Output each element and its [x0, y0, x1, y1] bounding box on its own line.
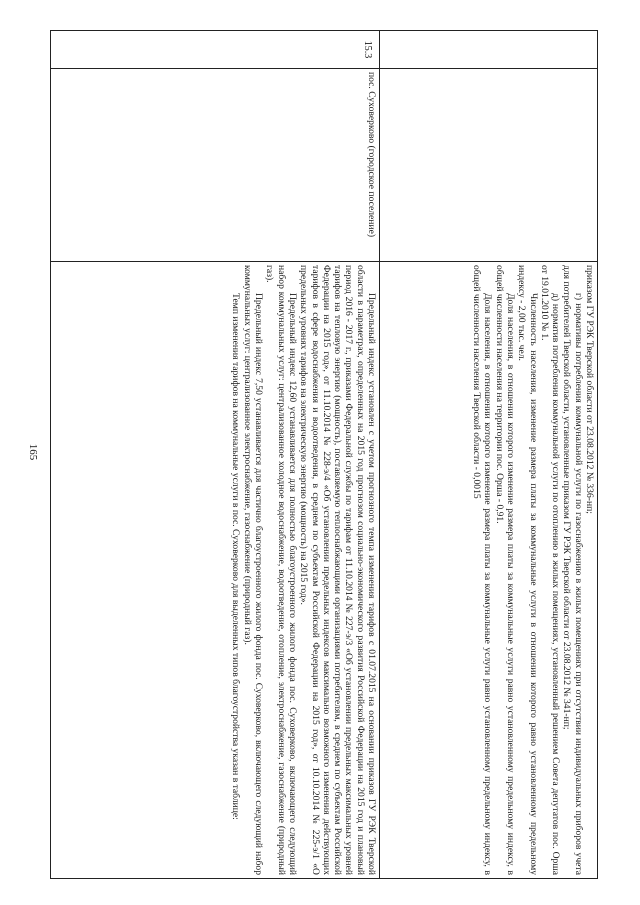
paragraph: Предельный индекс 7,50 устанавливается для частично благоустроенного жилого фонда пос. Суховерково, включающего следующий набор коммунальных услуг: централизованное электроснабжение, газоснабжение (природный газ).: [241, 265, 265, 875]
tariff-index-table: [50, 30, 598, 879]
paragraph: Доля населения, в отношении которого изменение размера платы за коммунальные услуги равно установленному предельному индексу, в общей численности населения Тверской области - 0,0015: [471, 265, 494, 875]
row-number-cell: [380, 31, 598, 69]
paragraph: Темп изменения тарифов на коммунальные услуги в пос. Суховерково для выделенных типов благоустройства указан в таблице:: [230, 293, 242, 820]
row-number: 15.3: [51, 31, 380, 69]
settlement-cell: [380, 69, 598, 262]
paragraph: д) норматив потребления коммунальной услуги по отоплению в жилых помещениях, установленный решением Совета депутатов пос. Орша от 19.01.2010 № 1.: [538, 265, 562, 875]
paragraph: приказом ГУ РЭК Тверской области от 23.08.2012 № 336-нп;: [584, 265, 595, 514]
paragraph: Предельный индекс 12,60 устанавливается для полностью благоустроенного жилого фонда пос. Суховерково, включающего следующий набор коммунальных услуг: централизованное холодное водоснабжение, водоотведение, отопление, электроснабжение, газоснабжение (природный газ).: [264, 265, 298, 875]
page-number: 165: [27, 443, 39, 461]
paragraph: Доля населения, в отношении которого изменение размера платы за коммунальные услуги равно установленному предельному индексу, в общей численности населения на территории пос. Орша - 0,91.: [493, 265, 516, 875]
description-cell: [51, 262, 380, 879]
paragraph: г) нормативы потребления коммунальной услуги по газоснабжению в жилых помещениях при отсутствии индивидуальных приборов учета для потребителей Тверской области, установленные приказом ГУ РЭК Тверской области от 23.08.2012 № 341-нп;: [561, 265, 584, 875]
table-row: [380, 31, 598, 879]
paragraph: Предельный индекс установлен с учетом прогнозного темпа изменения тарифов с 01.07.2015 на основании приказов ГУ РЭК Тверской области в параметрах, определенных на 2015 год прогнозом социально-экономического развития Российской Федерации на 2015 год и плановый период 2016 - 2017 г., приказами Федеральной службы по тарифам от 11.10.2014 № 227-э/3 «Об установлении предельных максимальных уровней тарифов на тепловую энергию (мощность), поставляемую теплоснабжающими организациями потребителям, в среднем по субъектам Российской Федерации на 2015 год», от 11.10.2014 № 228-э/4 «Об установлении предельных индексов максимально возможного изменения действующих тарифов в сфере водоснабжения и водоотведения, в среднем по субъектам Российской Федерации на 2015 год», от 10.10.2014 № 225-э/1 «О предельных уровнях тарифов на электрическую энергию (мощность) на 2015 год».: [298, 265, 377, 875]
table-row: [51, 31, 380, 879]
description-cell: [380, 262, 598, 879]
document-sheet: [50, 30, 598, 878]
paragraph: Численность населения, изменение размера платы за коммунальные услуги в отношении которого равно установленному предельному индексу - 2,00 тыс. чел.: [516, 265, 539, 875]
settlement-name: пос. Суховерково (городское поселение): [51, 69, 380, 262]
